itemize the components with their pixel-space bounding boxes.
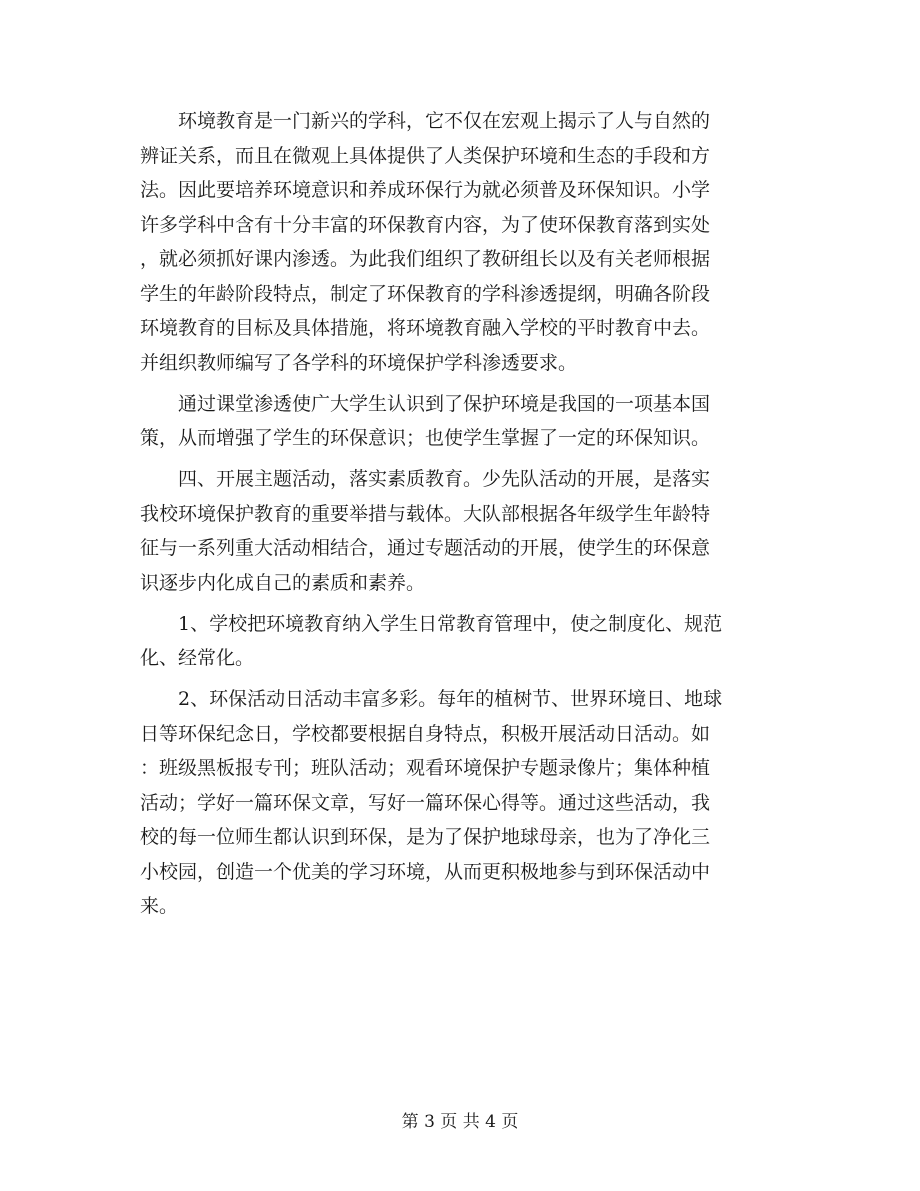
text-line: 化、经常化。 [140,647,255,669]
text-line: ，就必须抓好课内渗透。为此我们组织了教研组长以及有关老师根据 [140,248,711,270]
text-line: 来。 [140,895,179,917]
paragraph [140,387,780,456]
text-line: ：班级黑板报专刊；班队活动；观看环境保护专题录像片；集体种植 [140,757,711,779]
page-number-footer: 第 3 页 共 4 页 [401,1112,519,1132]
text-line: 校的每一位师生都认识到环保，是为了保护地球母亲，也为了净化三 [140,826,711,848]
text-line: 辨证关系，而且在微观上具体提供了人类保护环境和生态的手段和方 [140,144,711,167]
text-line: 识逐步内化成自己的素质和素养。 [140,571,426,594]
text-line: 活动；学好一篇环保文章，写好一篇环保心得等。通过这些活动，我 [140,791,711,814]
text-line: 我校环境保护教育的重要举措与载体。大队部根据各年级学生年龄特 [140,502,711,525]
text-line: 1、学校把环境教育纳入学生日常教育管理中，使之制度化、规范 [140,612,723,635]
text-line: 征与一系列重大活动相结合，通过专题活动的开展，使学生的环保意 [140,537,711,559]
text-line: 四、开展主题活动，落实素质教育。少先队活动的开展，是落实 [140,468,711,490]
text-line: 策，从而增强了学生的环保意识；也使学生掌握了一定的环保知识。 [140,427,711,449]
text-line: 学生的年龄阶段特点，制定了环保教育的学科渗透提纲，明确各阶段 [140,282,711,305]
text-line: 日等环保纪念日，学校都要根据自身特点，积极开展活动日活动。如 [140,722,711,745]
text-line: 环境教育是一门新兴的学科，它不仅在宏观上揭示了人与自然的 [140,110,711,132]
paragraph [140,104,780,380]
text-line: 环境教育的目标及具体措施，将环境教育融入学校的平时教育中去。 [140,317,711,339]
paragraph [140,462,780,600]
text-line: 法。因此要培养环境意识和养成环保行为就必须普及环保知识。小学 [140,179,711,201]
text-line: 并组织教师编写了各学科的环境保护学科渗透要求。 [140,351,578,374]
paragraph [140,682,780,924]
text-line: 2、环保活动日活动丰富多彩。每年的植树节、世界环境日、地球 [140,688,723,710]
paragraph [140,607,780,676]
text-line: 许多学科中含有十分丰富的环保教育内容，为了使环保教育落到实处 [140,213,711,236]
document-body [140,104,780,924]
text-line: 小校园，创造一个优美的学习环境，从而更积极地参与到环保活动中 [140,860,711,883]
text-line: 通过课堂渗透使广大学生认识到了保护环境是我国的一项基本国 [140,392,711,415]
